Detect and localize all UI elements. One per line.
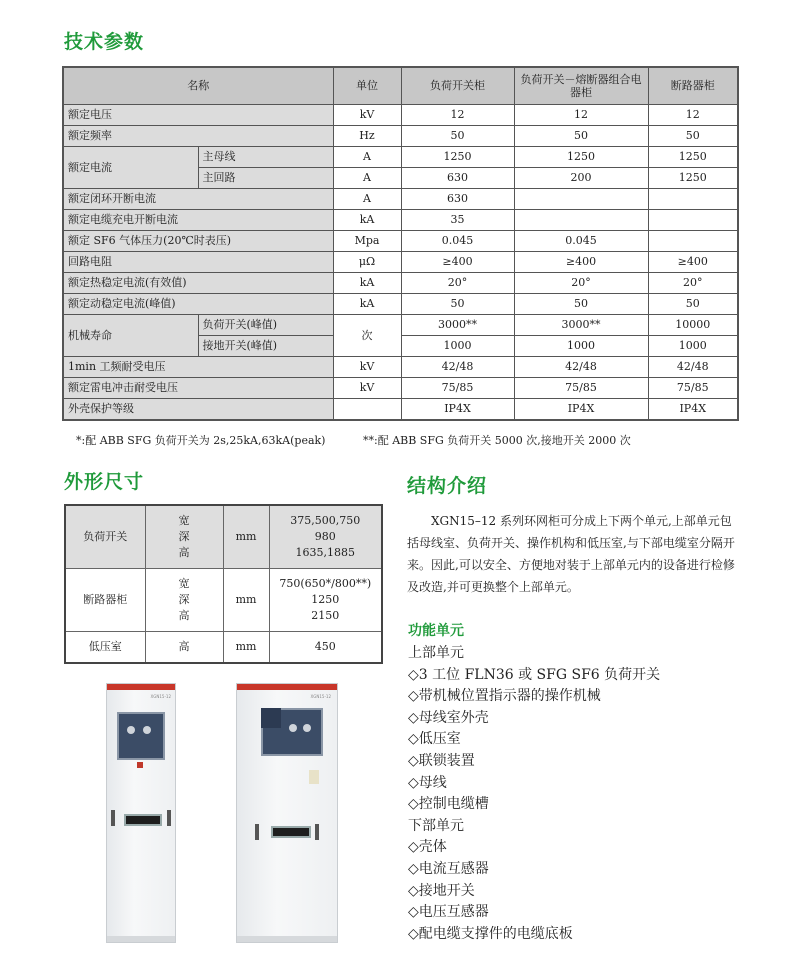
row-v1: 1250 bbox=[401, 147, 514, 168]
row-unit: kA bbox=[333, 273, 401, 294]
list-item: ◇联锁装置 bbox=[408, 752, 475, 769]
row-v3: 42/48 bbox=[648, 357, 738, 378]
dims-name: 断路器柜 bbox=[65, 569, 145, 632]
list-item: ◇母线 bbox=[408, 774, 447, 791]
row-v1: 35 bbox=[401, 210, 514, 231]
list-item: ◇配电缆支撑件的电缆底板 bbox=[408, 925, 573, 942]
row-name: 回路电阻 bbox=[63, 252, 333, 273]
spec-header-row bbox=[63, 67, 738, 105]
row-name: 额定闭环开断电流 bbox=[63, 189, 333, 210]
row-unit bbox=[333, 399, 401, 421]
load-switch-cabinet-image bbox=[106, 683, 176, 943]
door-handle-icon bbox=[315, 824, 319, 840]
row-v1: 20° bbox=[401, 273, 514, 294]
table-row bbox=[63, 147, 738, 168]
header-unit: 单位 bbox=[333, 67, 401, 105]
dims-unit: mm bbox=[223, 505, 269, 569]
dim-label: 高 bbox=[178, 608, 190, 622]
header-col3: 断路器柜 bbox=[648, 67, 738, 105]
row-v1: ≥400 bbox=[401, 252, 514, 273]
list-item: ◇母线室外壳 bbox=[408, 709, 489, 726]
knob-icon bbox=[303, 724, 311, 732]
row-v2: 50 bbox=[514, 294, 648, 315]
row-unit: Mpa bbox=[333, 231, 401, 252]
table-row bbox=[65, 569, 382, 632]
row-v3: 10000 bbox=[648, 315, 738, 336]
structure-heading: 结构介绍 bbox=[407, 475, 488, 497]
dim-value: 375,500,750 bbox=[290, 514, 361, 528]
row-v1: 12 bbox=[401, 105, 514, 126]
row-v2: 1000 bbox=[514, 336, 648, 357]
viewing-window bbox=[124, 814, 162, 826]
table-row bbox=[63, 105, 738, 126]
dims-name: 负荷开关 bbox=[65, 505, 145, 569]
dim-label: 高 bbox=[145, 632, 223, 664]
table-row bbox=[65, 632, 382, 664]
table-row bbox=[63, 294, 738, 315]
row-name: 1min 工频耐受电压 bbox=[63, 357, 333, 378]
row-v3: 75/85 bbox=[648, 378, 738, 399]
row-v1: 630 bbox=[401, 189, 514, 210]
list-item: ◇低压室 bbox=[408, 731, 461, 748]
dim-value: 450 bbox=[269, 632, 382, 664]
door-handle-icon bbox=[255, 824, 259, 840]
spec-plate bbox=[309, 770, 319, 784]
row-v3 bbox=[648, 210, 738, 231]
row-v2: 0.045 bbox=[514, 231, 648, 252]
row-v2: IP4X bbox=[514, 399, 648, 421]
row-v2 bbox=[514, 210, 648, 231]
row-v2 bbox=[514, 189, 648, 210]
row-name: 额定频率 bbox=[63, 126, 333, 147]
dims-name: 低压室 bbox=[65, 632, 145, 664]
knob-icon bbox=[289, 724, 297, 732]
row-v2: 12 bbox=[514, 105, 648, 126]
row-v3: 12 bbox=[648, 105, 738, 126]
dims-unit: mm bbox=[223, 632, 269, 664]
cabinet-label: XGN15-12 bbox=[310, 694, 331, 699]
dim-label: 深 bbox=[178, 530, 190, 544]
row-v1: 75/85 bbox=[401, 378, 514, 399]
row-sub: 接地开关(峰值) bbox=[198, 336, 333, 357]
table-row bbox=[63, 273, 738, 294]
dimensions-heading: 外形尺寸 bbox=[64, 471, 145, 493]
table-row bbox=[63, 252, 738, 273]
row-v3: IP4X bbox=[648, 399, 738, 421]
cabinet-base bbox=[237, 936, 337, 942]
dims-unit: mm bbox=[223, 569, 269, 632]
dim-value: 980 bbox=[314, 530, 336, 544]
row-name: 额定电流 bbox=[63, 147, 198, 189]
row-v3: 1250 bbox=[648, 168, 738, 189]
door-handle-icon bbox=[167, 810, 171, 826]
row-unit: 次 bbox=[333, 315, 401, 357]
row-unit: kV bbox=[333, 357, 401, 378]
row-v1: IP4X bbox=[401, 399, 514, 421]
row-sub: 主回路 bbox=[198, 168, 333, 189]
list-item: ◇壳体 bbox=[408, 839, 447, 856]
dimensions-table bbox=[64, 504, 383, 664]
row-v2: ≥400 bbox=[514, 252, 648, 273]
row-name: 机械寿命 bbox=[63, 315, 198, 357]
table-row bbox=[63, 315, 738, 336]
list-item: ◇带机械位置指示器的操作机械 bbox=[408, 688, 601, 705]
row-v2: 200 bbox=[514, 168, 648, 189]
spec-table bbox=[62, 66, 739, 421]
table-row bbox=[63, 231, 738, 252]
row-unit: A bbox=[333, 147, 401, 168]
row-v1: 50 bbox=[401, 126, 514, 147]
list-item: ◇电流互感器 bbox=[408, 860, 489, 877]
functional-units-list bbox=[408, 643, 660, 945]
table-row bbox=[63, 210, 738, 231]
row-name: 额定电缆充电开断电流 bbox=[63, 210, 333, 231]
row-v3: 1000 bbox=[648, 336, 738, 357]
structure-description bbox=[407, 510, 737, 598]
row-unit: A bbox=[333, 168, 401, 189]
list-item: ◇3 工位 FLN36 或 SFG SF6 负荷开关 bbox=[408, 666, 661, 683]
row-unit: Hz bbox=[333, 126, 401, 147]
row-unit: μΩ bbox=[333, 252, 401, 273]
list-item: 下部单元 bbox=[408, 817, 464, 834]
dim-label: 宽 bbox=[178, 514, 190, 528]
row-name: 外壳保护等级 bbox=[63, 399, 333, 421]
tech-params-heading: 技术参数 bbox=[64, 31, 145, 53]
row-v1: 630 bbox=[401, 168, 514, 189]
row-sub: 负荷开关(峰值) bbox=[198, 315, 333, 336]
dim-label: 深 bbox=[178, 593, 190, 607]
table-row bbox=[65, 505, 382, 569]
knob-icon bbox=[143, 726, 151, 734]
row-unit: kV bbox=[333, 378, 401, 399]
indicator-icon bbox=[137, 762, 143, 768]
cabinet-top-strip bbox=[237, 684, 337, 690]
dim-label: 宽 bbox=[178, 577, 190, 591]
row-v3 bbox=[648, 189, 738, 210]
list-item: ◇接地开关 bbox=[408, 882, 475, 899]
circuit-breaker-cabinet-image bbox=[236, 683, 338, 943]
row-name: 额定雷电冲击耐受电压 bbox=[63, 378, 333, 399]
row-unit: kA bbox=[333, 210, 401, 231]
row-unit: kV bbox=[333, 105, 401, 126]
breaker-window bbox=[261, 708, 281, 728]
table-row bbox=[63, 126, 738, 147]
viewing-window bbox=[271, 826, 311, 838]
cabinet-base bbox=[107, 936, 175, 942]
list-item: ◇电压互感器 bbox=[408, 904, 489, 921]
row-v1: 50 bbox=[401, 294, 514, 315]
row-v2: 1250 bbox=[514, 147, 648, 168]
row-v1: 3000** bbox=[401, 315, 514, 336]
dims-labels bbox=[145, 505, 223, 569]
row-v2: 50 bbox=[514, 126, 648, 147]
row-v1: 1000 bbox=[401, 336, 514, 357]
list-item: 上部单元 bbox=[408, 645, 464, 661]
row-name: 额定热稳定电流(有效值) bbox=[63, 273, 333, 294]
dims-labels bbox=[145, 569, 223, 632]
row-name: 额定 SF6 气体压力(20℃时表压) bbox=[63, 231, 333, 252]
dim-label: 高 bbox=[178, 545, 190, 559]
row-v3: 50 bbox=[648, 294, 738, 315]
table-row bbox=[63, 189, 738, 210]
row-unit: kA bbox=[333, 294, 401, 315]
row-name: 额定动稳定电流(峰值) bbox=[63, 294, 333, 315]
row-sub: 主母线 bbox=[198, 147, 333, 168]
row-name: 额定电压 bbox=[63, 105, 333, 126]
row-v3: 20° bbox=[648, 273, 738, 294]
footnote-1: *:配 ABB SFG 负荷开关为 2s,25kA,63kA(peak) bbox=[76, 434, 326, 447]
structure-text: XGN15–12 系列环网柜可分成上下两个单元,上部单元包括母线室、负荷开关、操作机构和低压室,与下部电缆室分隔开来。因此,可以安全、方便地对装于上部单元内的设备进行检修及改造,并可更换整个上部单元。 bbox=[407, 514, 735, 594]
control-panel bbox=[117, 712, 165, 760]
row-v1: 0.045 bbox=[401, 231, 514, 252]
dim-value: 750(650*/800**) bbox=[279, 577, 372, 591]
row-v2: 42/48 bbox=[514, 357, 648, 378]
table-row bbox=[63, 399, 738, 421]
footnote-2: **:配 ABB SFG 负荷开关 5000 次,接地开关 2000 次 bbox=[363, 434, 631, 447]
header-col2: 负荷开关－熔断器组合电器柜 bbox=[514, 67, 648, 105]
row-v2: 20° bbox=[514, 273, 648, 294]
row-v3: ≥400 bbox=[648, 252, 738, 273]
door-handle-icon bbox=[111, 810, 115, 826]
row-v3 bbox=[648, 231, 738, 252]
row-v2: 3000** bbox=[514, 315, 648, 336]
dims-values bbox=[269, 505, 382, 569]
cabinet-top-strip bbox=[107, 684, 175, 690]
dim-value: 1250 bbox=[311, 593, 340, 607]
table-row bbox=[63, 378, 738, 399]
row-unit: A bbox=[333, 189, 401, 210]
dim-value: 2150 bbox=[311, 608, 340, 622]
table-row bbox=[63, 357, 738, 378]
row-v2: 75/85 bbox=[514, 378, 648, 399]
header-col1: 负荷开关柜 bbox=[401, 67, 514, 105]
knob-icon bbox=[127, 726, 135, 734]
row-v1: 42/48 bbox=[401, 357, 514, 378]
header-name: 名称 bbox=[63, 67, 333, 105]
cabinet-label: XGN15-12 bbox=[150, 694, 171, 699]
dim-value: 1635,1885 bbox=[295, 545, 355, 559]
functional-units-heading: 功能单元 bbox=[408, 623, 464, 639]
list-item: ◇控制电缆槽 bbox=[408, 796, 489, 813]
row-v3: 1250 bbox=[648, 147, 738, 168]
row-v3: 50 bbox=[648, 126, 738, 147]
dims-values bbox=[269, 569, 382, 632]
